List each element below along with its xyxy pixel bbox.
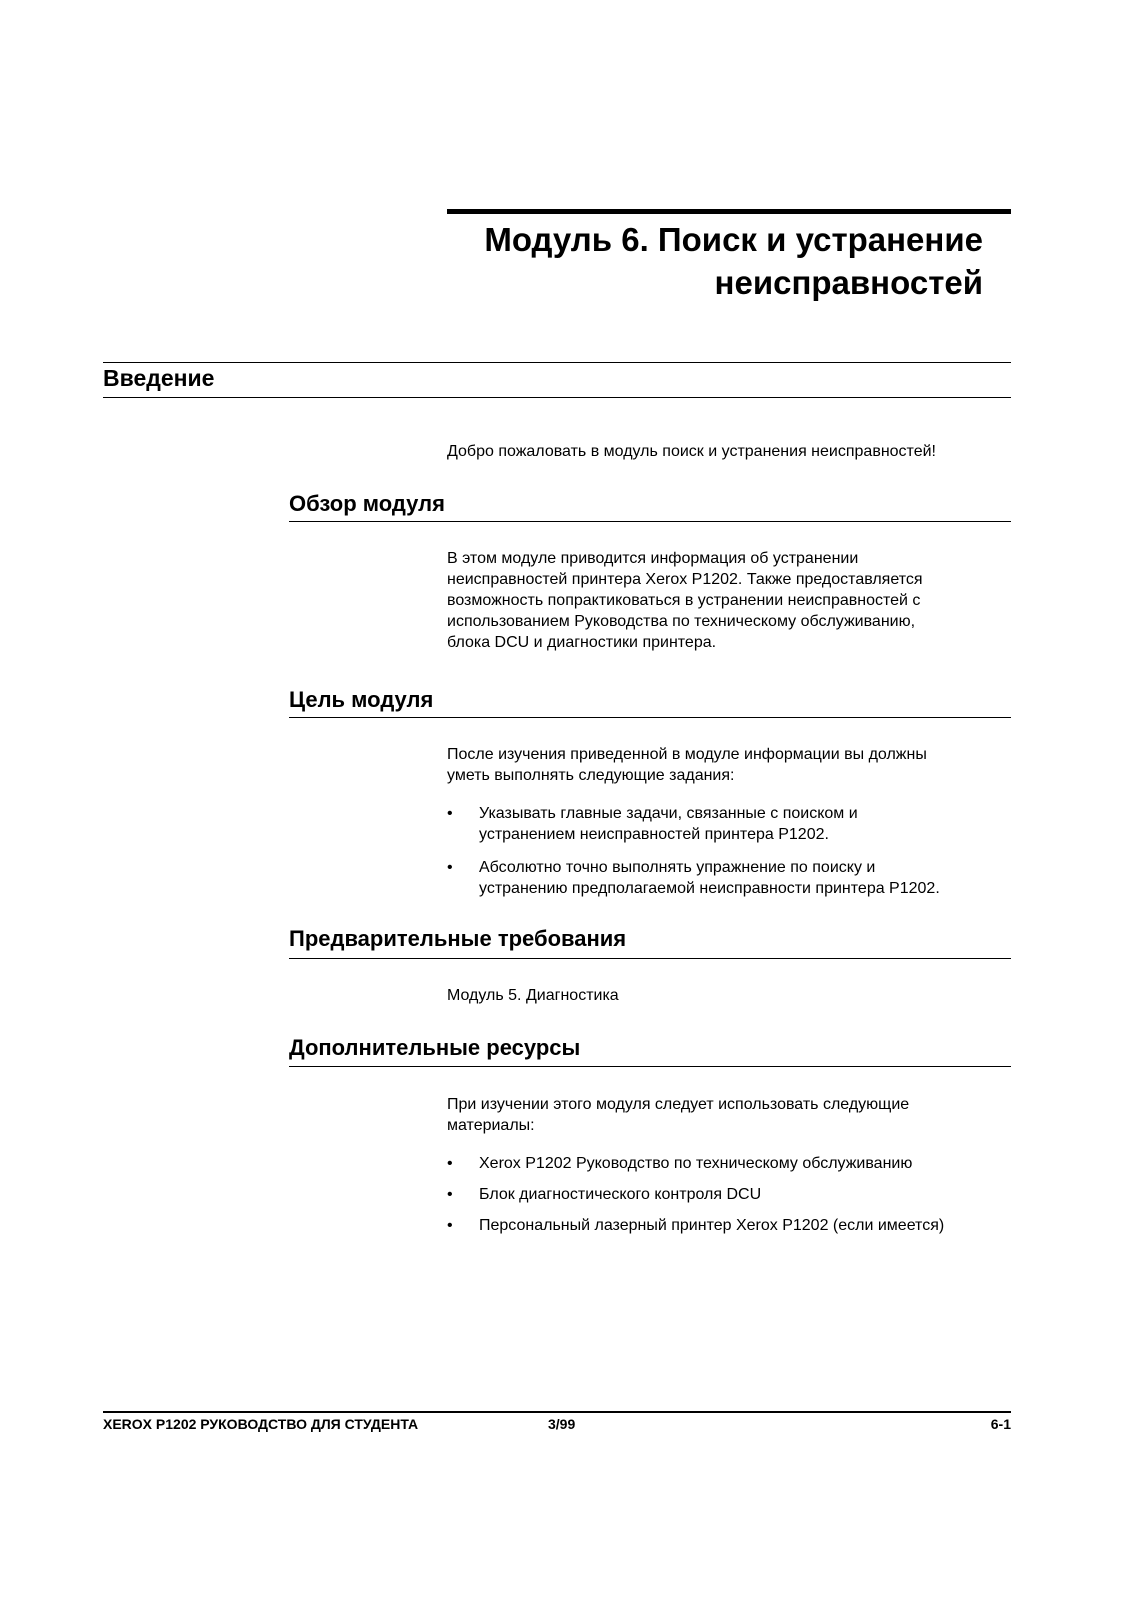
bullet-mark: • (447, 1186, 453, 1203)
intro-top-rule (103, 362, 1011, 363)
footer-page-number: 6-1 (990, 1416, 1011, 1432)
resources-heading: Дополнительные ресурсы (289, 1035, 581, 1060)
resources-bullet-item: • Xerox P1202 Руководство по техническому обслуживанию (447, 1155, 913, 1172)
intro-bottom-rule (103, 397, 1011, 398)
intro-text: Добро пожаловать в модуль поиск и устранения неисправностей! (447, 443, 936, 460)
resources-bullet-list (447, 1153, 1027, 1236)
overview-line: неисправностей принтера Xerox P1202. Также предоставляется (447, 571, 923, 588)
prereq-text: Модуль 5. Диагностика (447, 987, 619, 1004)
overview-heading: Обзор модуля (289, 491, 445, 516)
module-title-line-1: Модуль 6. Поиск и устранение (484, 221, 983, 258)
goal-bullet-item: • Абсолютно точно выполнять упражнение по поиску и устранению предполагаемой неисправности принтера P1202. (447, 859, 940, 897)
footer-date: 3/99 (548, 1416, 576, 1432)
bullet-mark: • (447, 859, 453, 876)
goal-bullet-list (447, 803, 1027, 899)
module-title-line-2: неисправностей (714, 264, 983, 301)
bullet-mark: • (447, 1217, 453, 1234)
prereq-heading: Предварительные требования (289, 926, 627, 951)
overview-rule (289, 521, 1011, 522)
overview-line: возможность попрактиковаться в устранении неисправностей с (447, 592, 921, 609)
footer-rule (103, 1411, 1011, 1413)
bullet-mark: • (447, 805, 453, 822)
goal-rule (289, 717, 1011, 718)
overview-line: В этом модуле приводится информация об устранении (447, 550, 859, 567)
goal-bullet-item: • Указывать главные задачи, связанные с поиском и устранением неисправностей принтера P1202. (447, 805, 858, 843)
bullet-mark: • (447, 1155, 453, 1172)
intro-heading: Введение (103, 365, 215, 391)
footer-title: XEROX P1202 РУКОВОДСТВО ДЛЯ СТУДЕНТА (103, 1416, 419, 1432)
resources-bullet-item: • Персональный лазерный принтер Xerox P1202 (если имеется) (447, 1217, 945, 1234)
prereq-rule (289, 958, 1011, 959)
overview-text (447, 548, 1007, 653)
overview-line: блока DCU и диагностики принтера. (447, 634, 717, 651)
overview-line: использованием Руководства по техническому обслуживанию, (447, 613, 916, 630)
goal-intro: После изучения приведенной в модуле информации вы должны уметь выполнять следующие задания: (447, 746, 927, 784)
resources-rule (289, 1066, 1011, 1067)
title-top-rule (447, 209, 1011, 214)
module-title (343, 218, 983, 304)
goal-heading: Цель модуля (289, 687, 434, 712)
resources-intro: При изучении этого модуля следует использовать следующие материалы: (447, 1096, 910, 1134)
resources-bullet-item: • Блок диагностического контроля DCU (447, 1186, 762, 1203)
